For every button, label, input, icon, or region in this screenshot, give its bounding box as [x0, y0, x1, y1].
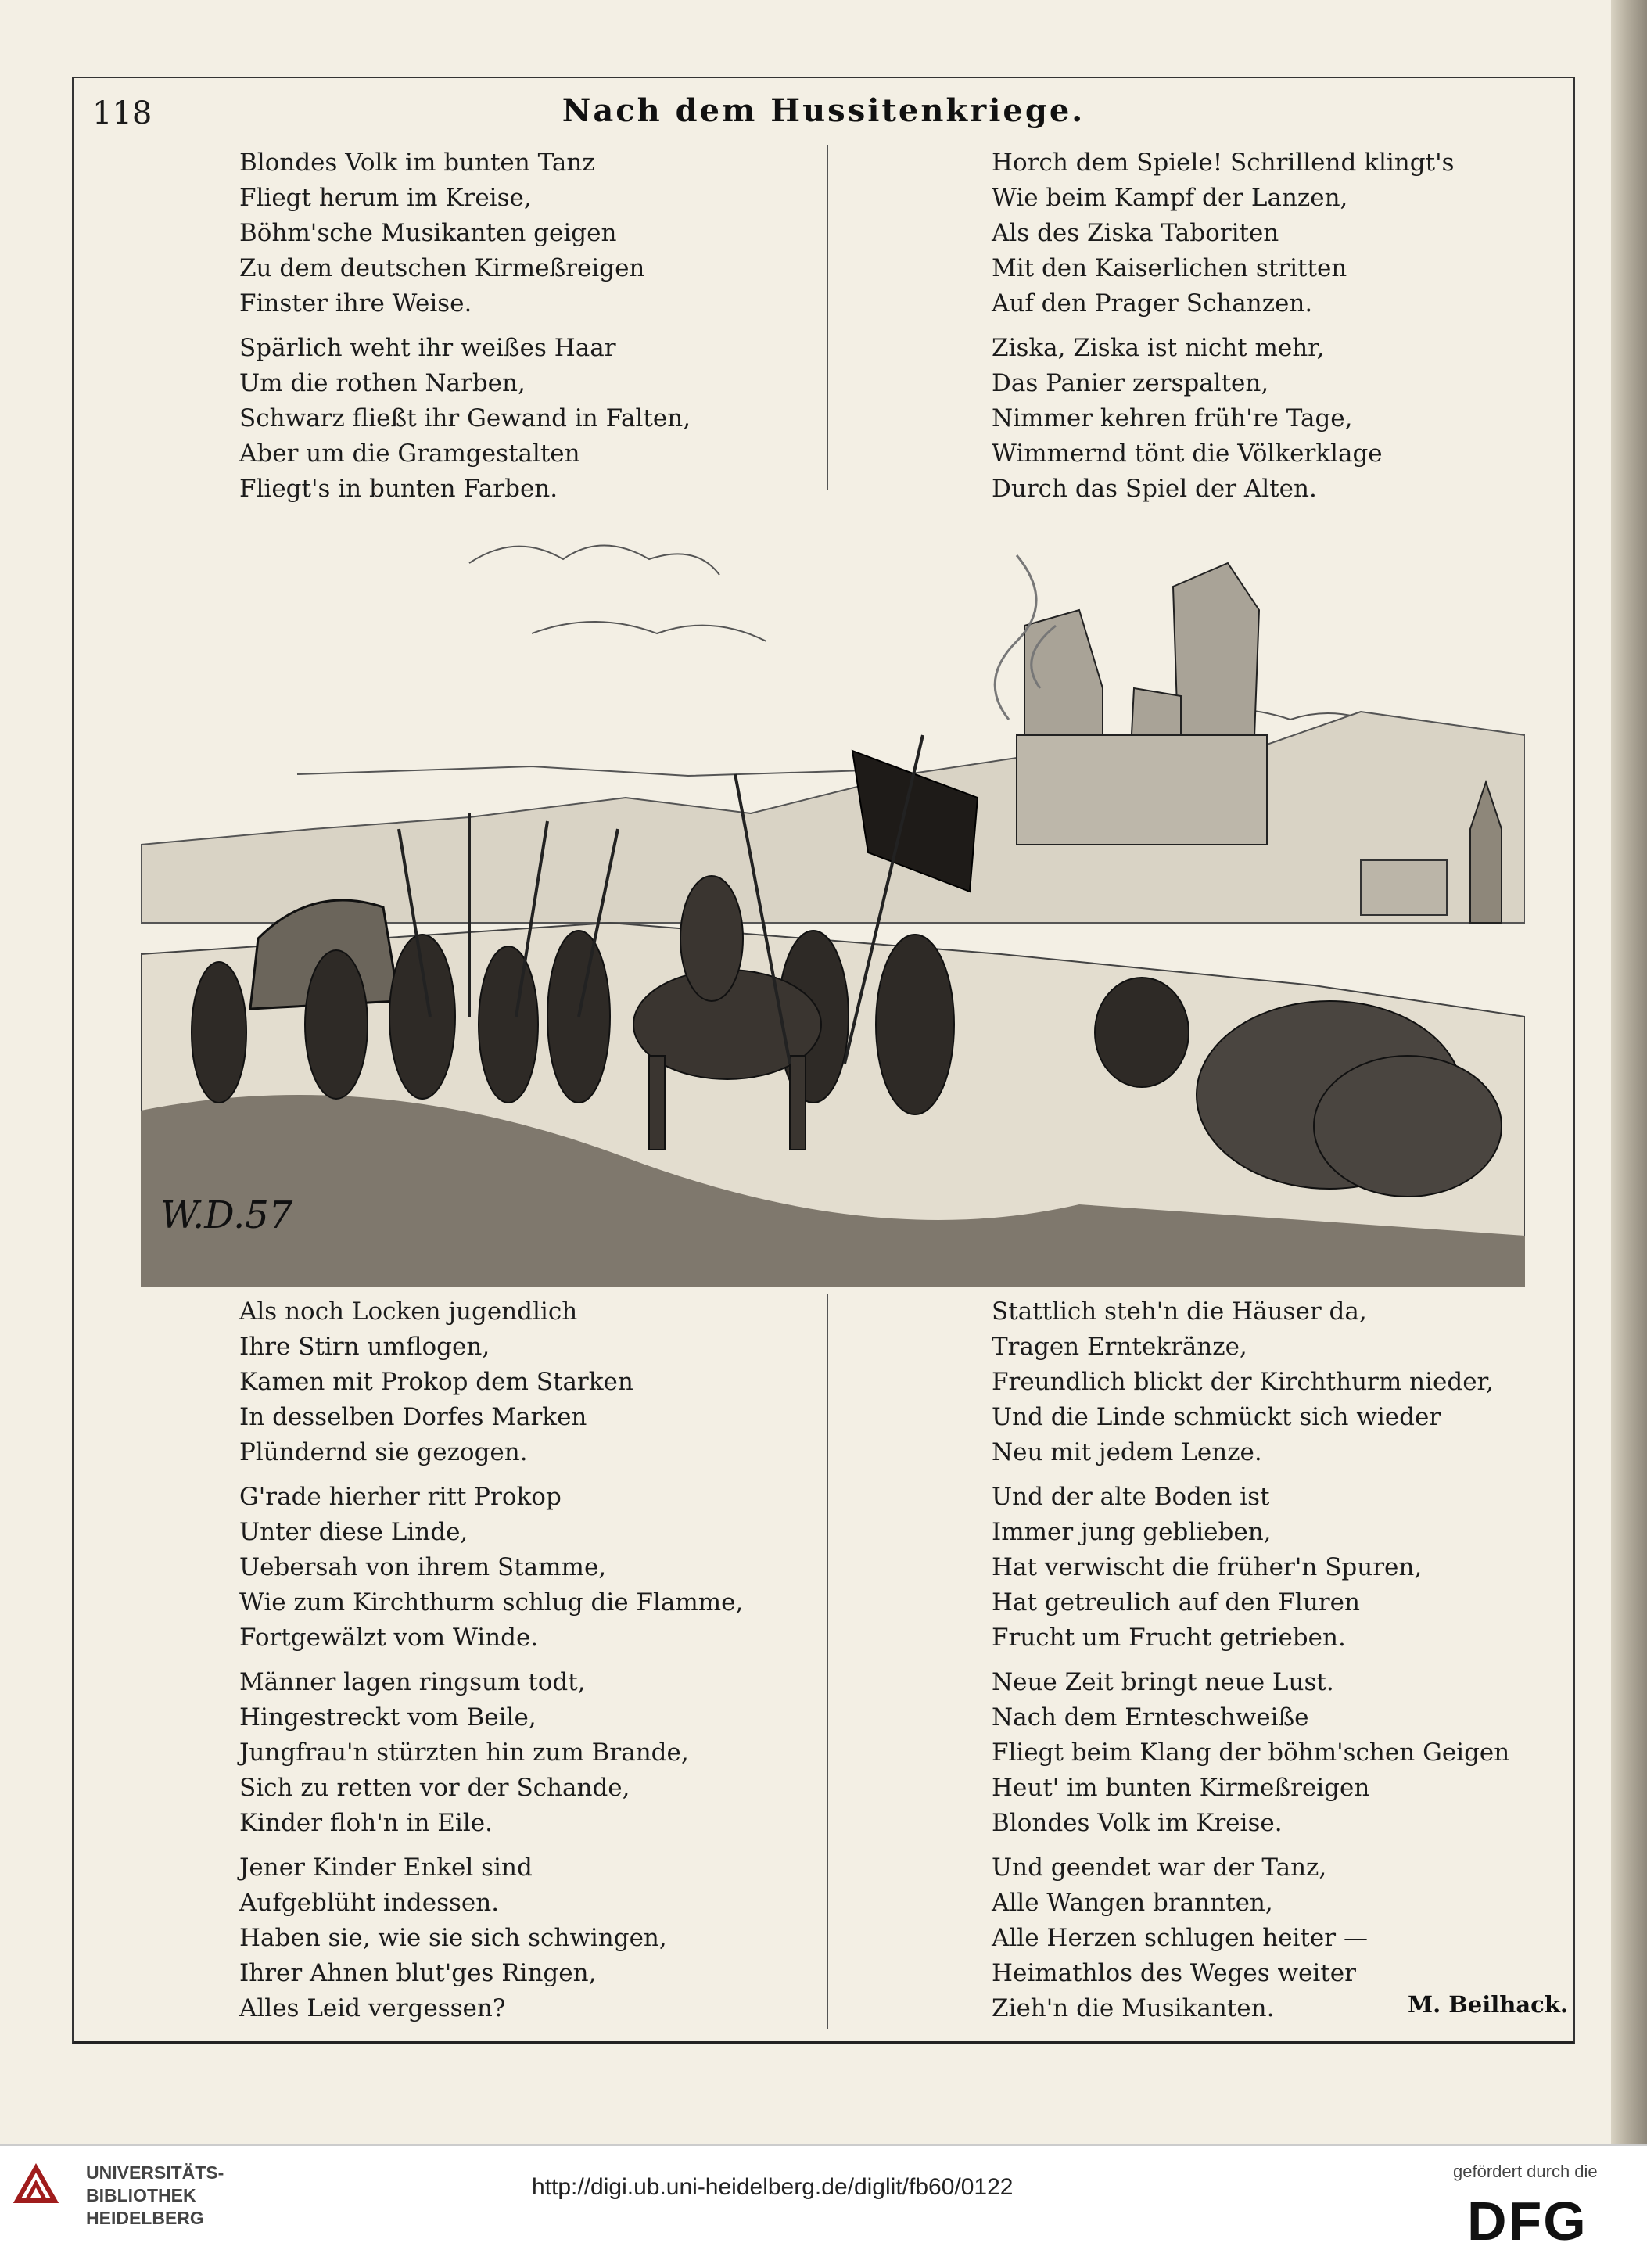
- stanza-bottom-left-3: [239, 1665, 689, 1841]
- verse-line: Heimathlos des Weges weiter: [992, 1959, 1356, 1987]
- verse-line: Finster ihre Weise.: [239, 289, 472, 318]
- verse-line: Sich zu retten vor der Schande,: [239, 1774, 630, 1802]
- verse-line: Fliegt's in bunten Farben.: [239, 475, 558, 503]
- verse-line: Heut' im bunten Kirmeßreigen: [992, 1774, 1370, 1802]
- verse-line: Hat getreulich auf den Fluren: [992, 1588, 1360, 1617]
- verse-line: Horch dem Spiele! Schrillend klingt's: [992, 149, 1455, 177]
- verse-line: Hingestreckt vom Beile,: [239, 1703, 536, 1732]
- stanza-bottom-left-4: [239, 1850, 667, 2026]
- verse-line: Und die Linde schmückt sich wieder: [992, 1403, 1441, 1431]
- verse-line: Aber um die Gramgestalten: [239, 440, 580, 468]
- verse-line: Auf den Prager Schanzen.: [992, 289, 1313, 318]
- verse-line: Frucht um Frucht getrieben.: [992, 1624, 1346, 1652]
- funded-by-text: gefördert durch die: [1453, 2162, 1598, 2181]
- verse-line: Und der alte Boden ist: [992, 1483, 1270, 1511]
- verse-line: Neue Zeit bringt neue Lust.: [992, 1668, 1334, 1696]
- verse-line: Alles Leid vergessen?: [239, 1994, 506, 2022]
- verse-line: Zu dem deutschen Kirmeßreigen: [239, 254, 645, 282]
- verse-line: Mit den Kaiserlichen stritten: [992, 254, 1347, 282]
- verse-line: Stattlich steh'n die Häuser da,: [992, 1297, 1367, 1326]
- logo-line: BIBLIOTHEK: [86, 2185, 196, 2205]
- verse-line: Alle Herzen schlugen heiter —: [992, 1924, 1368, 1952]
- stanza-bottom-right-3: [992, 1665, 1509, 1841]
- verse-line: Neu mit jedem Lenze.: [992, 1438, 1262, 1466]
- verse-line: Ihrer Ahnen blut'ges Ringen,: [239, 1959, 597, 1987]
- logo-line: UNIVERSITÄTS-: [86, 2162, 224, 2183]
- library-logo-icon: [13, 2162, 59, 2209]
- verse-line: Plündernd sie gezogen.: [239, 1438, 528, 1466]
- author-signature: M. Beilhack.: [1408, 1991, 1569, 2018]
- next-page-edge: [1611, 0, 1647, 2144]
- verse-line: Um die rothen Narben,: [239, 369, 526, 397]
- verse-line: Durch das Spiel der Alten.: [992, 475, 1317, 503]
- verse-line: Uebersah von ihrem Stamme,: [239, 1553, 607, 1581]
- illustration-signature: W.D.57: [160, 1193, 293, 1237]
- logo-line: HEIDELBERG: [86, 2208, 204, 2228]
- permalink-url[interactable]: http://digi.ub.uni-heidelberg.de/diglit/fb60/0122: [532, 2174, 1014, 2200]
- verse-line: Männer lagen ringsum todt,: [239, 1668, 586, 1696]
- library-footer: [0, 2144, 1647, 2268]
- verse-line: Als des Ziska Taboriten: [992, 219, 1279, 247]
- verse-line: Nimmer kehren früh're Tage,: [992, 404, 1353, 432]
- verse-line: Tragen Erntekränze,: [992, 1333, 1247, 1361]
- verse-line: Zieh'n die Musikanten.: [992, 1994, 1275, 2022]
- verse-line: Als noch Locken jugendlich: [239, 1297, 578, 1326]
- verse-line: Spärlich weht ihr weißes Haar: [239, 334, 616, 362]
- verse-line: Ziska, Ziska ist nicht mehr,: [992, 334, 1325, 362]
- verse-line: Haben sie, wie sie sich schwingen,: [239, 1924, 667, 1952]
- verse-line: Jener Kinder Enkel sind: [239, 1854, 533, 1882]
- verse-line: Wie zum Kirchthurm schlug die Flamme,: [239, 1588, 744, 1617]
- stanza-top-left-1: [239, 145, 644, 321]
- stanza-bottom-left-1: [239, 1294, 633, 1470]
- verse-line: Fortgewälzt vom Winde.: [239, 1624, 539, 1652]
- stanza-bottom-right-2: [992, 1480, 1422, 1656]
- verse-line: Wimmernd tönt die Völkerklage: [992, 440, 1383, 468]
- verse-line: Aufgeblüht indessen.: [239, 1889, 500, 1917]
- verse-line: Ihre Stirn umflogen,: [239, 1333, 490, 1361]
- verse-line: Schwarz fließt ihr Gewand in Falten,: [239, 404, 691, 432]
- column-divider-bottom: [827, 1294, 828, 2029]
- verse-line: Das Panier zerspalten,: [992, 369, 1269, 397]
- dfg-logo: DFG: [1467, 2191, 1588, 2252]
- castle-ruin: [1017, 563, 1267, 845]
- verse-line: Böhm'sche Musikanten geigen: [239, 219, 617, 247]
- page-title: Nach dem Hussitenkriege.: [562, 92, 1085, 129]
- distant-hills: [141, 712, 1525, 923]
- verse-line: Freundlich blickt der Kirchthurm nieder,: [992, 1368, 1494, 1396]
- verse-line: Immer jung geblieben,: [992, 1518, 1272, 1546]
- verse-line: Jungfrau'n stürzten hin zum Brande,: [239, 1739, 689, 1767]
- stanza-top-right-2: [992, 331, 1383, 507]
- verse-line: Wie beim Kampf der Lanzen,: [992, 184, 1348, 212]
- verse-line: In desselben Dorfes Marken: [239, 1403, 587, 1431]
- verse-line: Nach dem Ernteschweiße: [992, 1703, 1309, 1732]
- stanza-top-right-1: [992, 145, 1455, 321]
- verse-line: G'rade hierher ritt Prokop: [239, 1483, 562, 1511]
- column-divider-top: [827, 145, 828, 490]
- verse-line: Blondes Volk im Kreise.: [992, 1809, 1283, 1837]
- verse-line: Kamen mit Prokop dem Starken: [239, 1368, 633, 1396]
- verse-line: Alle Wangen brannten,: [992, 1889, 1273, 1917]
- village-house: [1361, 860, 1447, 915]
- library-logo-text: [86, 2162, 224, 2230]
- verse-line: Blondes Volk im bunten Tanz: [239, 149, 595, 177]
- verse-line: Unter diese Linde,: [239, 1518, 468, 1546]
- page-number: 118: [92, 95, 152, 131]
- verse-line: Fliegt herum im Kreise,: [239, 184, 532, 212]
- stanza-bottom-left-2: [239, 1480, 743, 1656]
- verse-line: Kinder floh'n in Eile.: [239, 1809, 493, 1837]
- verse-line: Und geendet war der Tanz,: [992, 1854, 1327, 1882]
- engraving-illustration: [141, 516, 1525, 1287]
- verse-line: Fliegt beim Klang der böhm'schen Geigen: [992, 1739, 1510, 1767]
- stanza-bottom-right-1: [992, 1294, 1494, 1470]
- verse-line: Hat verwischt die früher'n Spuren,: [992, 1553, 1423, 1581]
- stanza-bottom-right-4: [992, 1850, 1368, 2026]
- stanza-top-left-2: [239, 331, 691, 507]
